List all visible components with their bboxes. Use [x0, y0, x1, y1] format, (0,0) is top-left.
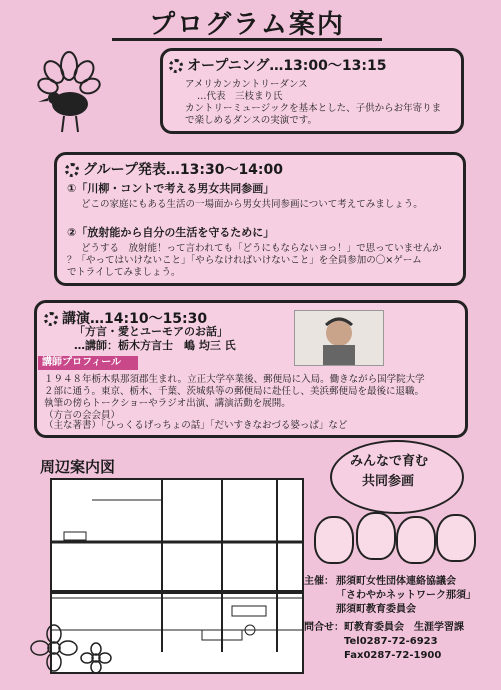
opening-line-4: で楽しめるダンスの実演です。 — [185, 115, 318, 126]
organizer-3: 那須町教育委員会 — [336, 604, 416, 615]
slogan-line-1: みんなで育む — [350, 454, 429, 469]
profile-label: 講師プロフィール — [38, 356, 138, 370]
gear-icon — [169, 59, 183, 73]
gear-icon — [65, 163, 79, 177]
opening-line-1: アメリカンカントリーダンス — [185, 79, 308, 90]
speaker-photo — [294, 310, 384, 366]
profile-line-2: ２部に通う。東京、栃木、千葉、茨城県等の郵便局に赴任し、美浜郵便局を最後に退職。 — [44, 386, 425, 397]
contact-org: 町教育委員会 生涯学習課 — [344, 622, 464, 633]
peacock-illustration-icon — [34, 46, 104, 136]
page-title: プログラム案内 — [112, 4, 382, 41]
opening-line-2: …代表 三枝まり氏 — [197, 91, 283, 102]
profile-line-5: （主な著書）「ひっくるげっちょの話」「だいすきなおづる婆っぱ」など — [44, 420, 348, 431]
lecture-header: 講演…14:10〜15:30 — [62, 311, 208, 327]
group-item2-desc-1: どうする 放射能！って言われても「どうにもならないヨっ！」で思っていませんか — [81, 243, 442, 254]
flower-decoration-icon — [30, 618, 120, 678]
face-illustration-icon — [356, 512, 396, 560]
profile-line-4: （方言の会会員） — [44, 410, 121, 421]
lecture-speaker: …講師：栃木方言士 嶋 均三 氏 — [74, 339, 236, 352]
slogan-line-2: 共同参画 — [362, 474, 415, 489]
map-title: 周辺案内図 — [40, 458, 116, 476]
group-header: グループ発表…13:30〜14:00 — [83, 162, 284, 178]
group-item2-title: ②「放射能から自分の生活を守るために」 — [67, 226, 275, 239]
contact-label: 問合せ： — [304, 622, 344, 633]
organizer-label: 主催： — [304, 576, 334, 587]
contact-tel: Tel0287-72-6923 — [344, 636, 438, 647]
profile-line-3: 執筆の傍らトークショーやラジオ出演、講演活動を展開。 — [44, 398, 291, 409]
gear-icon — [44, 312, 58, 326]
organizer-1: 那須町女性団体連絡協議会 — [336, 576, 456, 587]
contact-fax: Fax0287-72-1900 — [344, 650, 442, 661]
organizer-2: 「さわやかネットワーク那須」 — [336, 590, 476, 601]
lecture-theme: 「方言・愛とユーモアのお話」 — [74, 325, 228, 338]
opening-header: オープニング…13:00〜13:15 — [187, 58, 387, 74]
group-section — [54, 152, 466, 286]
slogan-bubble — [330, 440, 464, 514]
group-item1-title: ①「川柳・コントで考える男女共同参画」 — [67, 182, 275, 195]
face-illustration-icon — [396, 516, 436, 564]
opening-section — [160, 48, 464, 134]
group-item1-desc: どこの家庭にもある生活の一場面から男女共同参画について考えてみましょう。 — [81, 199, 423, 210]
group-item2-desc-2: ？「やってはいけないこと」「やらなければいけないこと」を全員参加の〇×ゲーム — [67, 255, 422, 266]
group-item2-desc-3: でトライしてみましょう。 — [67, 267, 181, 278]
face-illustration-icon — [436, 514, 476, 562]
profile-line-1: １９４８年栃木県那須郡生まれ。立正大学卒業後、郵便局に入局。働きながら国学院大学 — [44, 374, 425, 385]
face-illustration-icon — [314, 516, 354, 564]
opening-line-3: カントリーミュージックを基本とした、子供からお年寄りま — [185, 103, 442, 114]
